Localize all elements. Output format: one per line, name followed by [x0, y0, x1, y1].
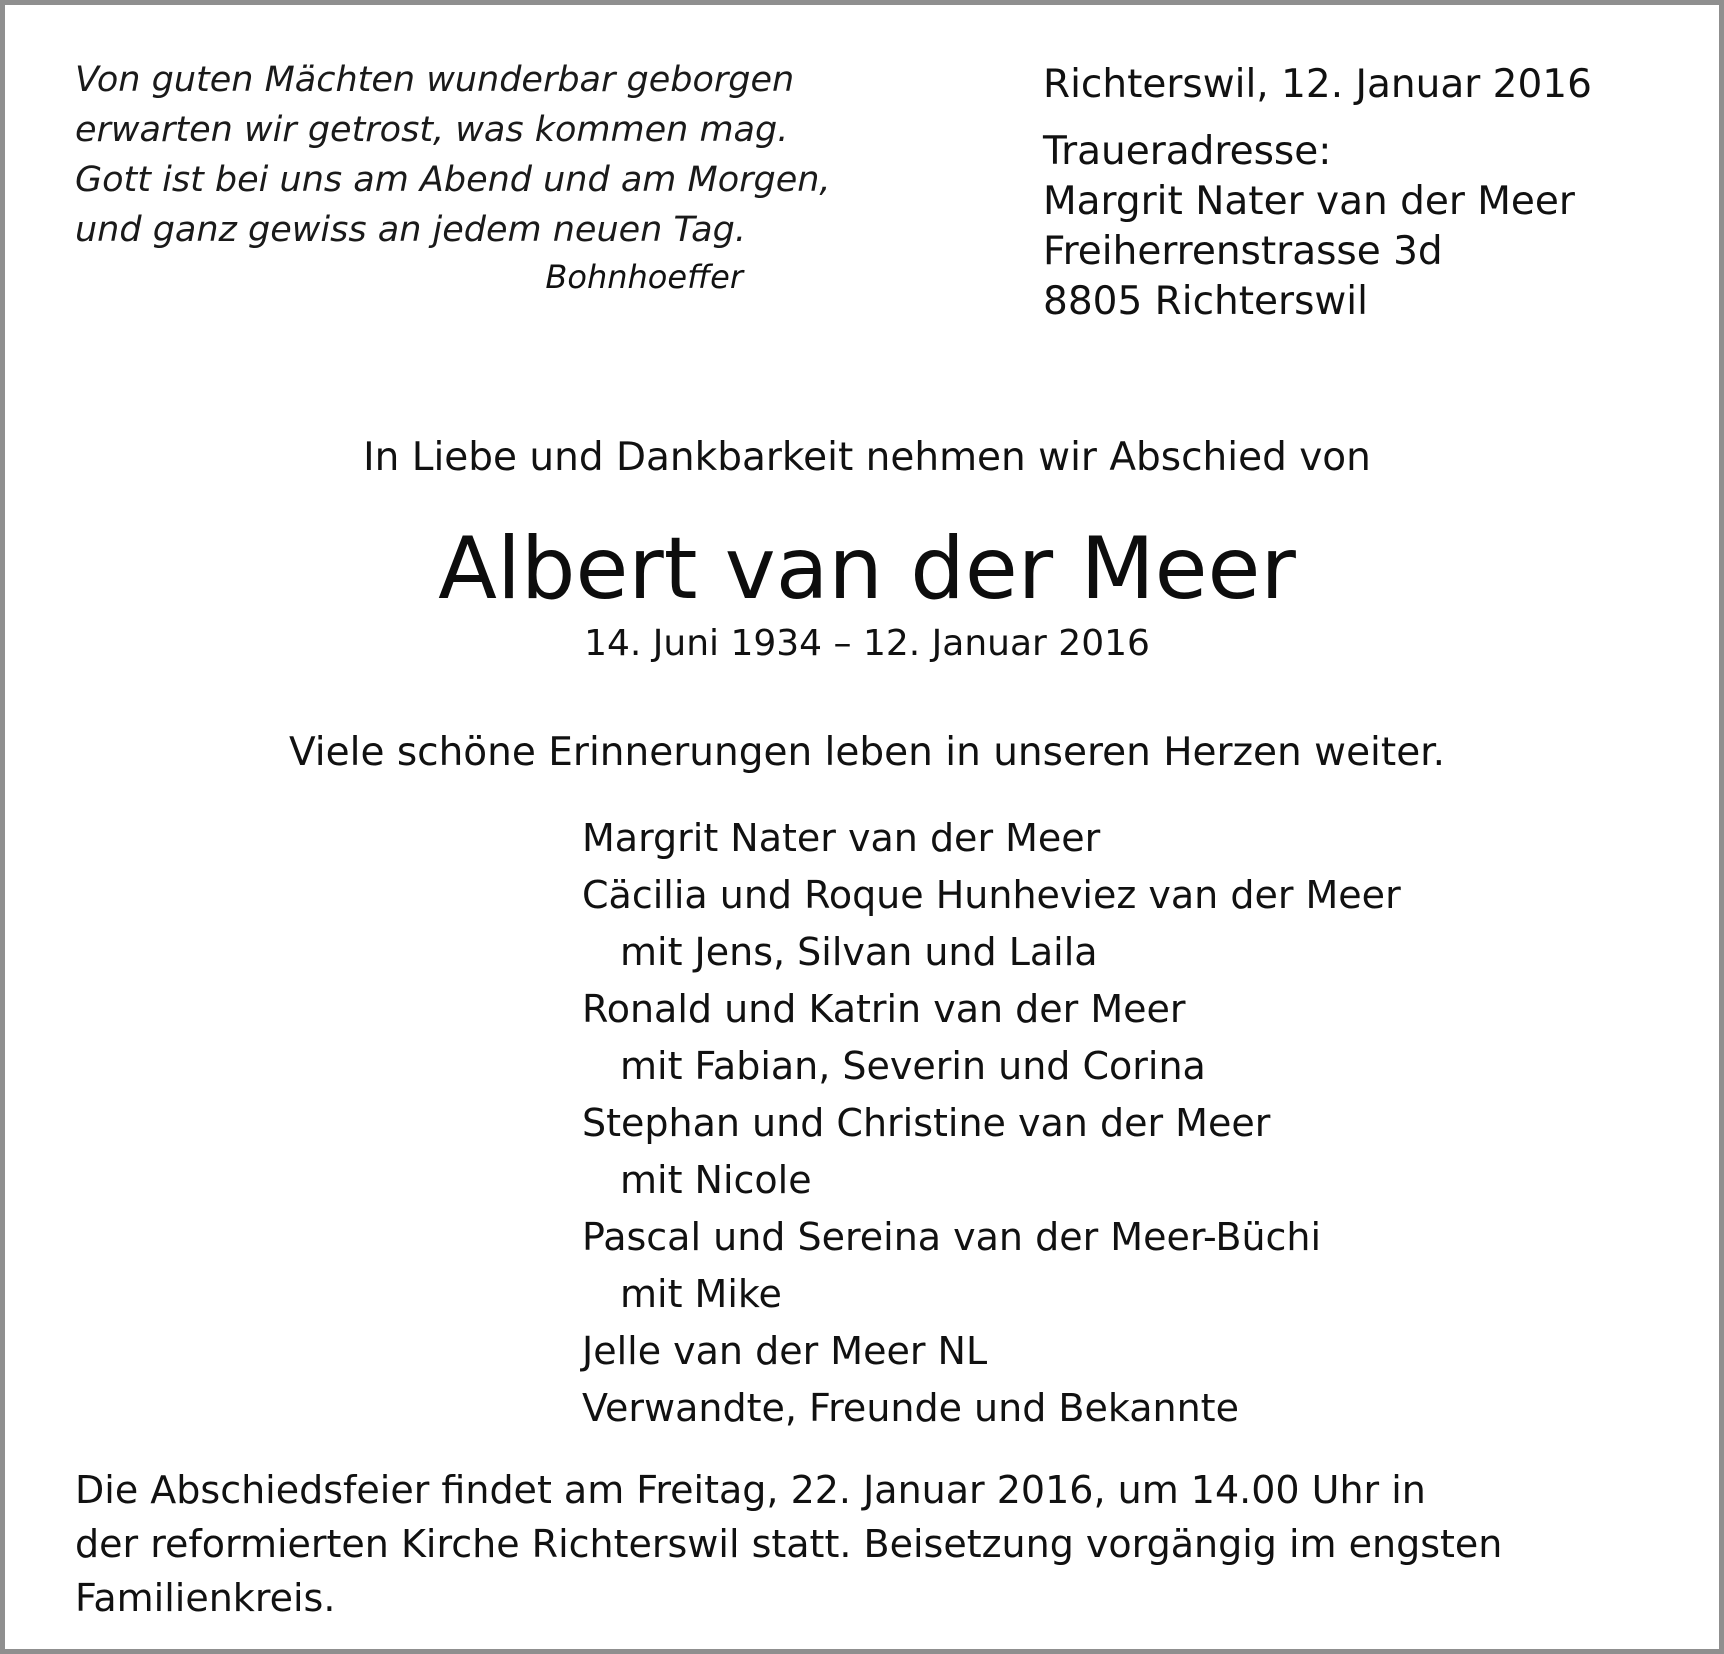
mourner-line: Margrit Nater van der Meer: [582, 816, 1101, 860]
quote-block: [75, 55, 831, 255]
address-label: Traueradresse:: [1043, 129, 1332, 174]
intro-text: In Liebe und Dankbarkeit nehmen wir Abschied von: [363, 435, 1371, 480]
quote-line: Von guten Mächten wunderbar geborgen: [75, 60, 795, 100]
quote-line: Gott ist bei uns am Abend und am Morgen,: [75, 160, 831, 200]
ceremony-line: Familienkreis.: [75, 1576, 336, 1620]
ceremony-notice: [75, 1463, 1675, 1625]
ceremony-line: der reformierten Kirche Richterswil statt. Beisetzung vorgängig im engsten: [75, 1522, 1503, 1566]
mourner-children-line: mit Nicole: [620, 1158, 812, 1202]
mourners-list: [582, 810, 1682, 1437]
mourner-line: Cäcilia und Roque Hunheviez van der Meer: [582, 873, 1401, 917]
quote-author: Bohnhoeffer: [545, 258, 743, 296]
address-block: [1043, 60, 1683, 327]
ceremony-line: Die Abschiedsfeier findet am Freitag, 22. Januar 2016, um 14.00 Uhr in: [75, 1468, 1426, 1512]
deceased-name: Albert van der Meer: [438, 519, 1296, 619]
quote-line: und ganz gewiss an jedem neuen Tag.: [75, 210, 746, 250]
mourner-children-line: mit Jens, Silvan und Laila: [620, 930, 1098, 974]
quote-line: erwarten wir getrost, was kommen mag.: [75, 110, 789, 150]
address-street: Freiherrenstrasse 3d: [1043, 229, 1443, 274]
mourner-line: Ronald und Katrin van der Meer: [582, 987, 1186, 1031]
memories-text: Viele schöne Erinnerungen leben in unseren Herzen weiter.: [288, 730, 1446, 775]
mourner-line: Verwandte, Freunde und Bekannte: [582, 1386, 1239, 1430]
place-date: Richterswil, 12. Januar 2016: [1043, 62, 1592, 107]
mourner-children-line: mit Mike: [620, 1272, 782, 1316]
mourner-line: Jelle van der Meer NL: [582, 1329, 988, 1373]
life-dates: 14. Juni 1934 – 12. Januar 2016: [584, 623, 1150, 664]
mourner-line: Stephan und Christine van der Meer: [582, 1101, 1271, 1145]
mourner-children-line: mit Fabian, Severin und Corina: [620, 1044, 1206, 1088]
mourner-line: Pascal und Sereina van der Meer-Büchi: [582, 1215, 1322, 1259]
address-name: Margrit Nater van der Meer: [1043, 179, 1575, 224]
address-city: 8805 Richterswil: [1043, 279, 1368, 324]
